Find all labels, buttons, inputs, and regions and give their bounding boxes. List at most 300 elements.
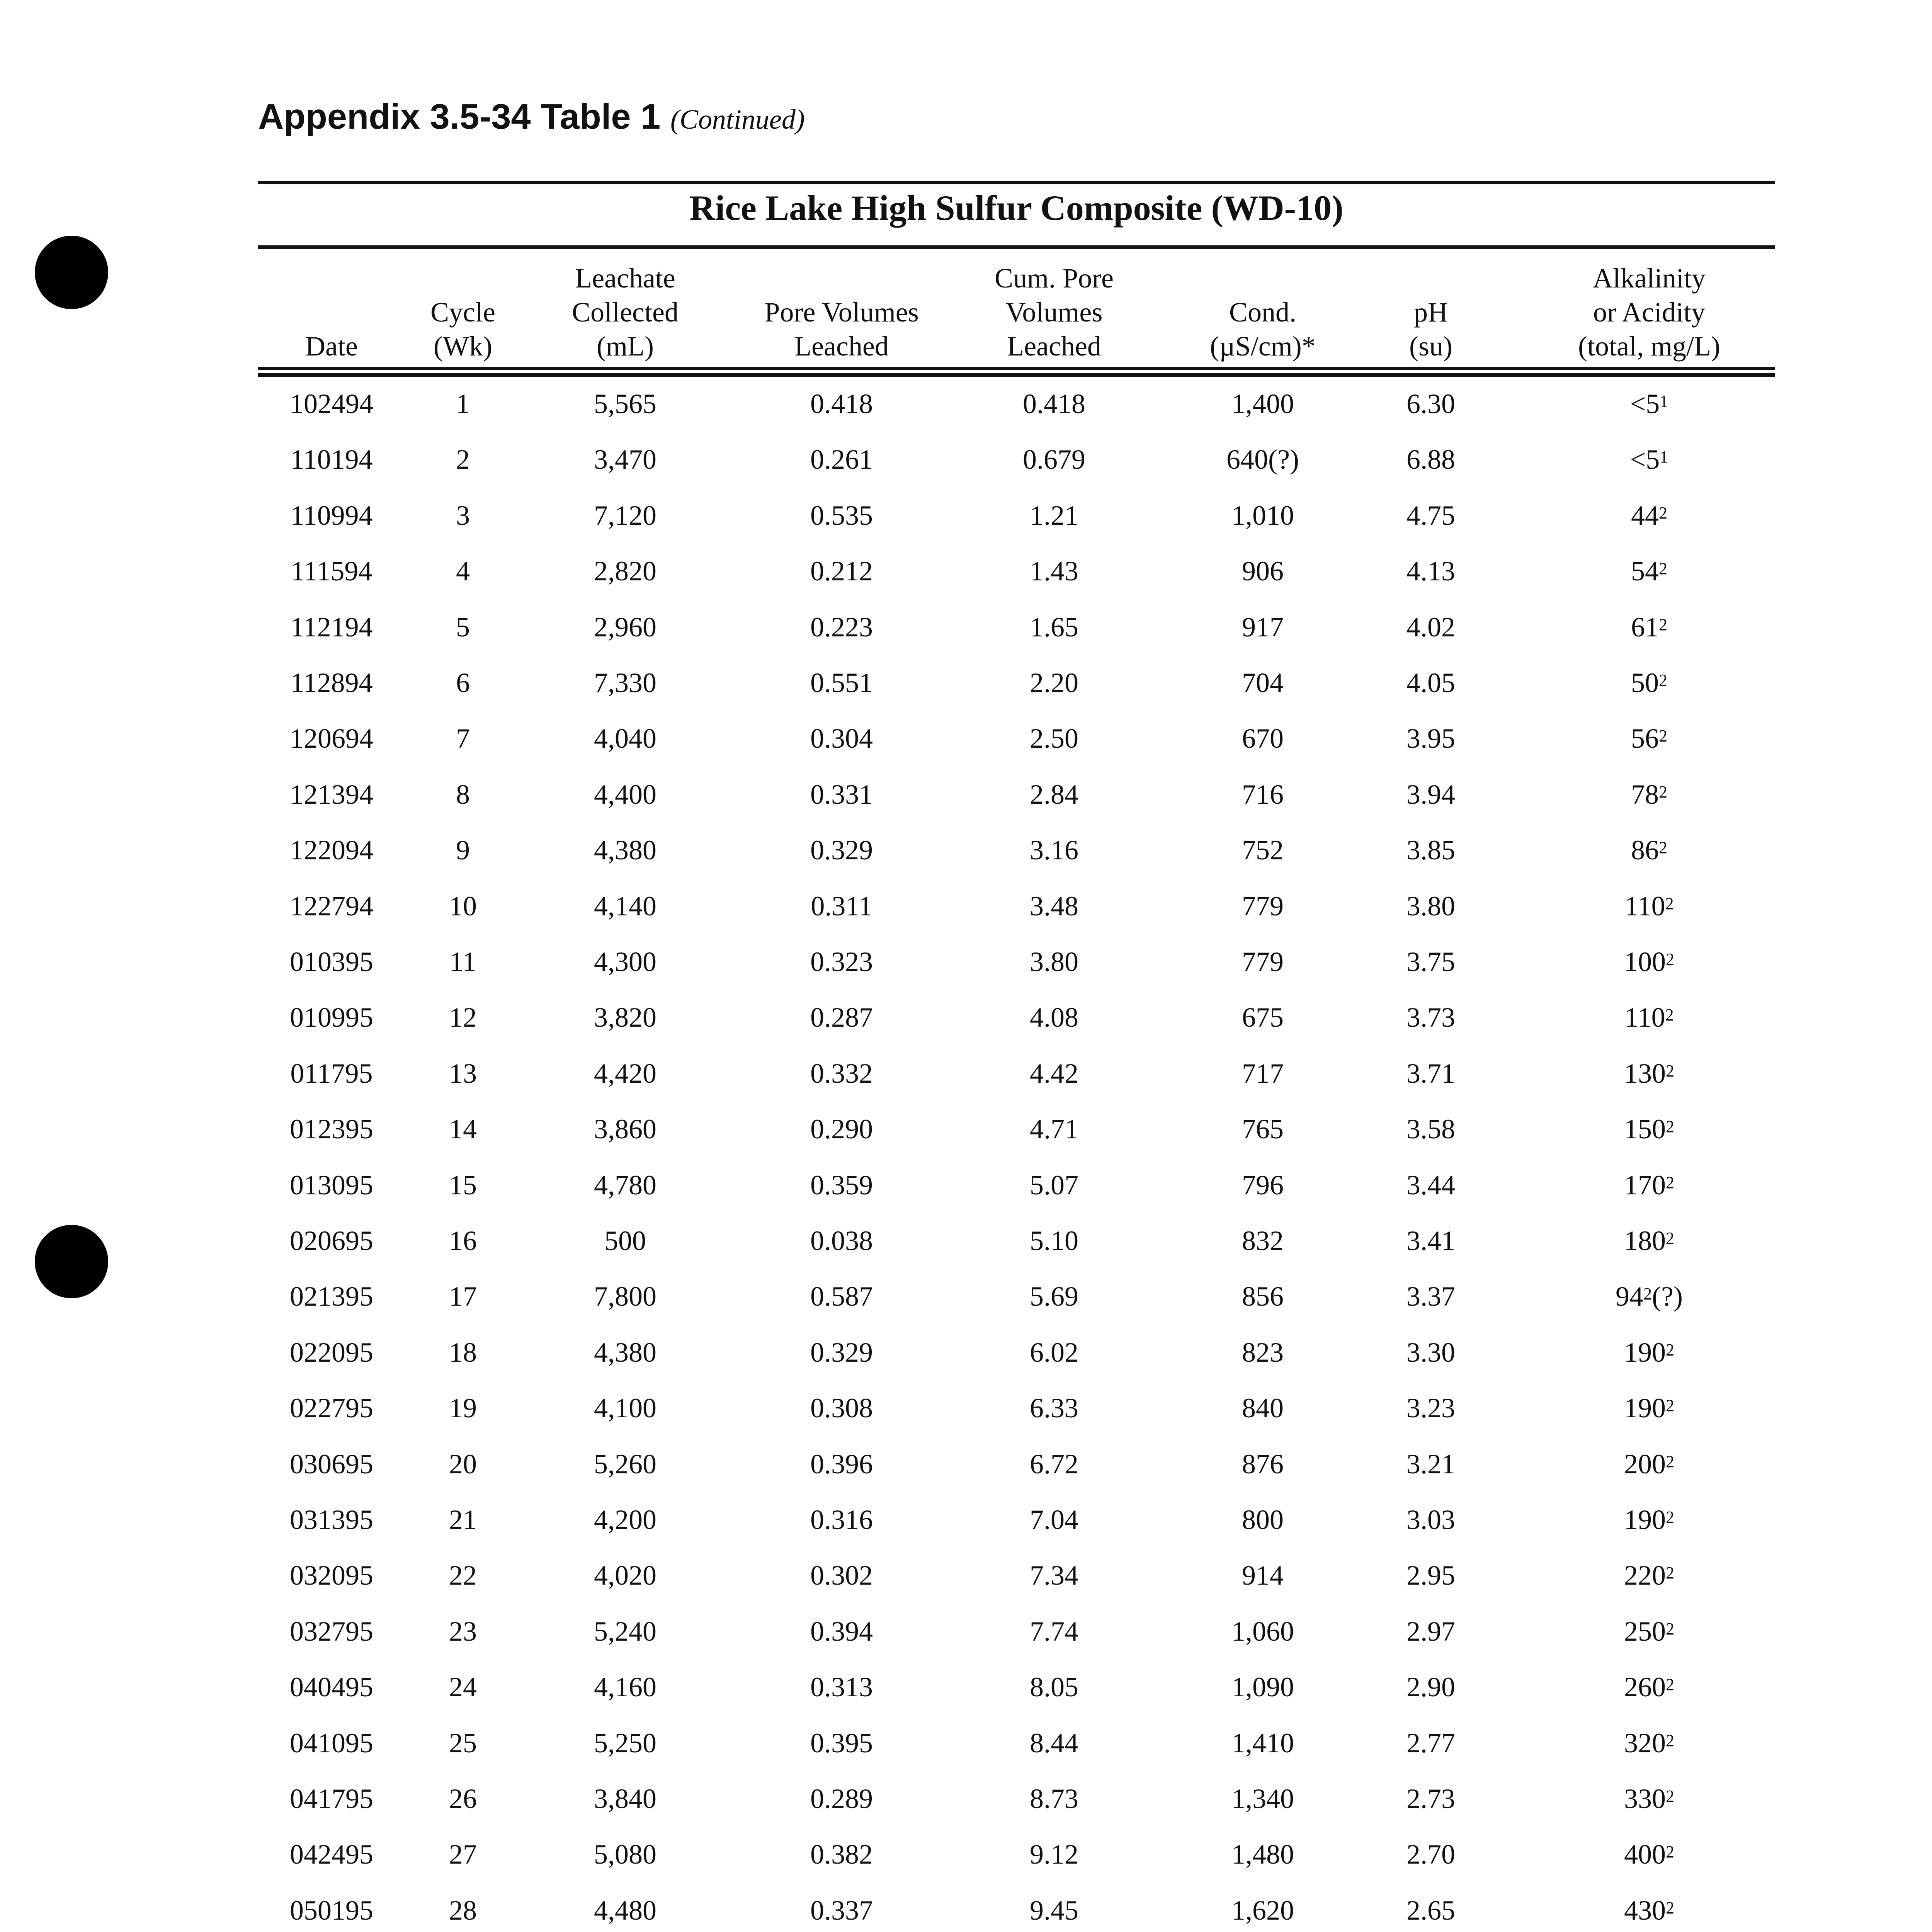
table-row bbox=[258, 1612, 1775, 1651]
alk-value: 61 bbox=[1631, 612, 1659, 643]
alk-value: 86 bbox=[1631, 835, 1659, 866]
footnote-marker: 2 bbox=[1665, 894, 1674, 913]
cell-pore: 0.395 bbox=[810, 1728, 873, 1759]
cell-cond: 704 bbox=[1242, 667, 1284, 698]
cell-cum: 1.21 bbox=[1030, 500, 1078, 531]
column-header-line: (mL) bbox=[597, 331, 654, 362]
cell-ph: 4.75 bbox=[1406, 500, 1455, 531]
cell-cycle: 12 bbox=[449, 1002, 477, 1033]
cell-ph: 4.02 bbox=[1406, 612, 1455, 643]
alk-value: 56 bbox=[1631, 723, 1659, 754]
alk-value: 110 bbox=[1624, 891, 1665, 922]
cell-pore: 0.038 bbox=[810, 1225, 873, 1256]
cell-cycle: 26 bbox=[449, 1783, 477, 1814]
alk-value: 94 bbox=[1616, 1281, 1644, 1312]
table-row bbox=[258, 887, 1775, 925]
cell-pore: 0.287 bbox=[810, 1002, 873, 1033]
table-row bbox=[258, 1221, 1775, 1260]
cell-cycle: 18 bbox=[449, 1337, 477, 1368]
column-header-line: Leached bbox=[794, 331, 889, 362]
table-row bbox=[258, 775, 1775, 814]
cell-date: 102494 bbox=[290, 388, 373, 419]
cell-cum: 8.73 bbox=[1030, 1783, 1078, 1814]
cell-date: 050195 bbox=[290, 1895, 373, 1926]
cell-alk bbox=[1533, 719, 1765, 758]
alk-value: 190 bbox=[1624, 1337, 1666, 1368]
cell-pore: 0.311 bbox=[811, 891, 872, 922]
cell-cum: 2.50 bbox=[1030, 723, 1078, 754]
cell-alk bbox=[1533, 1445, 1765, 1483]
table-row bbox=[258, 942, 1775, 981]
footnote-marker: 2 bbox=[1666, 1563, 1674, 1582]
table-row bbox=[258, 1556, 1775, 1595]
footnote-marker: 2 bbox=[1665, 1005, 1674, 1024]
cell-cycle: 6 bbox=[456, 667, 470, 698]
cell-pore: 0.304 bbox=[810, 723, 873, 754]
cell-date: 031395 bbox=[290, 1504, 373, 1535]
cell-leachate: 4,020 bbox=[594, 1560, 656, 1591]
cell-cycle: 11 bbox=[449, 946, 476, 977]
cell-cum: 5.69 bbox=[1030, 1281, 1078, 1312]
cell-ph: 2.77 bbox=[1406, 1728, 1455, 1759]
cell-ph: 6.30 bbox=[1406, 388, 1455, 419]
table-row bbox=[258, 608, 1775, 646]
cell-ph: 2.70 bbox=[1406, 1839, 1455, 1870]
cell-date: 021395 bbox=[290, 1281, 373, 1312]
footnote-marker: 2 bbox=[1666, 1229, 1674, 1248]
cell-date: 110194 bbox=[290, 444, 373, 475]
header-double-rule-bottom bbox=[258, 373, 1775, 377]
cell-leachate: 3,860 bbox=[594, 1114, 656, 1145]
column-header-line: Alkalinity bbox=[1593, 263, 1706, 294]
footnote-marker: 2 bbox=[1659, 726, 1667, 745]
cell-pore: 0.302 bbox=[810, 1560, 873, 1591]
alk-value: 44 bbox=[1631, 500, 1659, 531]
cell-alk bbox=[1533, 1556, 1765, 1595]
page-title bbox=[258, 97, 805, 137]
cell-cycle: 1 bbox=[456, 388, 470, 419]
cell-pore: 0.261 bbox=[810, 444, 873, 475]
cell-pore: 0.418 bbox=[810, 388, 873, 419]
alk-value: 330 bbox=[1624, 1783, 1666, 1814]
column-header-alk bbox=[1533, 259, 1765, 363]
cell-ph: 3.44 bbox=[1406, 1170, 1455, 1201]
cell-cond: 1,010 bbox=[1231, 500, 1294, 531]
cell-cum: 7.04 bbox=[1030, 1504, 1078, 1535]
cell-cum: 2.20 bbox=[1030, 667, 1078, 698]
cell-ph: 3.71 bbox=[1406, 1058, 1455, 1089]
cell-cond: 640(?) bbox=[1226, 444, 1299, 475]
cell-alk bbox=[1533, 663, 1765, 702]
cell-ph: 3.30 bbox=[1406, 1337, 1455, 1368]
cell-alk bbox=[1533, 1221, 1765, 1260]
cell-leachate: 4,780 bbox=[594, 1170, 656, 1201]
cell-pore: 0.394 bbox=[810, 1616, 873, 1647]
alk-value: 250 bbox=[1624, 1616, 1666, 1647]
cell-leachate: 4,400 bbox=[594, 779, 656, 810]
table-row bbox=[258, 552, 1775, 590]
cell-cum: 6.33 bbox=[1030, 1393, 1078, 1423]
cell-leachate: 500 bbox=[604, 1225, 646, 1256]
cell-cum: 5.07 bbox=[1030, 1170, 1078, 1201]
table-row bbox=[258, 384, 1775, 423]
alk-value: 100 bbox=[1624, 946, 1666, 977]
cell-date: 013095 bbox=[290, 1170, 373, 1201]
cell-ph: 3.80 bbox=[1406, 891, 1455, 922]
cell-ph: 3.95 bbox=[1406, 723, 1455, 754]
cell-ph: 3.58 bbox=[1406, 1114, 1455, 1145]
table-row bbox=[258, 1668, 1775, 1706]
cell-pore: 0.313 bbox=[810, 1672, 873, 1702]
table-row bbox=[258, 1445, 1775, 1483]
cell-date: 030695 bbox=[290, 1449, 373, 1480]
column-header-date bbox=[258, 259, 405, 363]
cell-cond: 1,090 bbox=[1231, 1672, 1294, 1702]
cell-cycle: 14 bbox=[449, 1114, 477, 1145]
column-header-line: (su) bbox=[1409, 331, 1452, 362]
cell-cum: 9.45 bbox=[1030, 1895, 1078, 1926]
cell-date: 011795 bbox=[290, 1058, 373, 1089]
appendix-title: Appendix 3.5-34 Table 1 bbox=[258, 97, 661, 136]
cell-ph: 3.75 bbox=[1406, 946, 1455, 977]
table-row bbox=[258, 1835, 1775, 1874]
cell-ph: 6.88 bbox=[1406, 444, 1455, 475]
cell-pore: 0.289 bbox=[810, 1783, 873, 1814]
cell-pore: 0.308 bbox=[810, 1393, 873, 1423]
cell-date: 112194 bbox=[290, 612, 373, 643]
table-title: Rice Lake High Sulfur Composite (WD-10) bbox=[689, 188, 1344, 228]
cell-pore: 0.535 bbox=[810, 500, 873, 531]
cell-cond: 840 bbox=[1242, 1393, 1284, 1423]
cell-date: 111594 bbox=[291, 556, 372, 587]
cell-alk bbox=[1533, 1389, 1765, 1427]
cell-leachate: 5,250 bbox=[594, 1728, 656, 1759]
cell-cond: 779 bbox=[1242, 891, 1284, 922]
cell-alk bbox=[1533, 1891, 1765, 1930]
cell-ph: 2.90 bbox=[1406, 1672, 1455, 1702]
cell-leachate: 4,300 bbox=[594, 946, 656, 977]
column-header-cond bbox=[1166, 259, 1359, 363]
cell-cycle: 13 bbox=[449, 1058, 477, 1089]
column-header-cycle bbox=[405, 259, 521, 363]
table-row bbox=[258, 1277, 1775, 1316]
footnote-marker: 2 bbox=[1659, 671, 1667, 690]
table-row bbox=[258, 496, 1775, 535]
cell-cycle: 2 bbox=[456, 444, 470, 475]
table-title-rule bbox=[258, 245, 1775, 249]
cell-date: 032795 bbox=[290, 1616, 373, 1647]
alk-value: 130 bbox=[1624, 1058, 1666, 1089]
cell-cum: 8.05 bbox=[1030, 1672, 1078, 1702]
cell-cum: 2.84 bbox=[1030, 779, 1078, 810]
cell-cycle: 17 bbox=[449, 1281, 477, 1312]
cell-leachate: 2,960 bbox=[594, 612, 656, 643]
cell-leachate: 5,240 bbox=[594, 1616, 656, 1647]
footnote-marker: 2 bbox=[1666, 1117, 1674, 1136]
cell-pore: 0.587 bbox=[810, 1281, 873, 1312]
cell-cond: 1,340 bbox=[1231, 1783, 1294, 1814]
header-double-rule-top bbox=[258, 367, 1775, 370]
column-header-line: (Wk) bbox=[434, 331, 492, 362]
cell-ph: 3.94 bbox=[1406, 779, 1455, 810]
cell-leachate: 4,160 bbox=[594, 1672, 656, 1702]
alk-value: 220 bbox=[1624, 1560, 1666, 1591]
cell-alk bbox=[1533, 440, 1765, 479]
cell-alk bbox=[1533, 1835, 1765, 1874]
table-row bbox=[258, 1779, 1775, 1818]
cell-cycle: 19 bbox=[449, 1393, 477, 1423]
footnote-marker: 2 bbox=[1666, 1898, 1674, 1917]
cell-pore: 0.359 bbox=[810, 1170, 873, 1201]
cell-date: 041095 bbox=[290, 1728, 373, 1759]
column-header-line: (total, mg/L) bbox=[1578, 331, 1720, 362]
cell-pore: 0.382 bbox=[810, 1839, 873, 1870]
cell-date: 022795 bbox=[290, 1393, 373, 1423]
cell-ph: 3.03 bbox=[1406, 1504, 1455, 1535]
cell-cycle: 9 bbox=[456, 835, 470, 866]
footnote-marker: 2 bbox=[1666, 1452, 1674, 1471]
continued-label: (Continued) bbox=[670, 104, 805, 135]
cell-leachate: 4,040 bbox=[594, 723, 656, 754]
cell-cum: 3.48 bbox=[1030, 891, 1078, 922]
cell-cycle: 25 bbox=[449, 1728, 477, 1759]
cell-cum: 5.10 bbox=[1030, 1225, 1078, 1256]
cell-leachate: 4,480 bbox=[594, 1895, 656, 1926]
cell-ph: 3.41 bbox=[1406, 1225, 1455, 1256]
column-header-line: Volumes bbox=[1005, 297, 1103, 328]
cell-date: 010995 bbox=[290, 1002, 373, 1033]
cell-cum: 1.43 bbox=[1030, 556, 1078, 587]
cell-ph: 3.23 bbox=[1406, 1393, 1455, 1423]
cell-alk bbox=[1533, 496, 1765, 535]
cell-leachate: 5,565 bbox=[594, 388, 656, 419]
footnote-marker: 2 bbox=[1666, 950, 1674, 969]
cell-alk bbox=[1533, 1779, 1765, 1818]
cell-leachate: 2,820 bbox=[594, 556, 656, 587]
cell-alk bbox=[1533, 887, 1765, 925]
cell-alk bbox=[1533, 1724, 1765, 1762]
cell-date: 010395 bbox=[290, 946, 373, 977]
alk-value: 260 bbox=[1624, 1672, 1666, 1702]
cell-date: 110994 bbox=[290, 500, 373, 531]
column-header-leachate bbox=[529, 259, 722, 363]
cell-pore: 0.323 bbox=[810, 946, 873, 977]
cell-cum: 4.42 bbox=[1030, 1058, 1078, 1089]
cell-alk bbox=[1533, 1166, 1765, 1204]
column-header-line: Cum. Pore bbox=[994, 263, 1114, 294]
table-top-rule bbox=[258, 181, 1775, 184]
table-row bbox=[258, 440, 1775, 479]
cell-cond: 670 bbox=[1242, 723, 1284, 754]
cell-cond: 914 bbox=[1242, 1560, 1284, 1591]
cell-cond: 765 bbox=[1242, 1114, 1284, 1145]
footnote-marker: 2 bbox=[1643, 1284, 1652, 1303]
column-header-line: or Acidity bbox=[1593, 297, 1705, 328]
table-row bbox=[258, 719, 1775, 758]
cell-cond: 675 bbox=[1242, 1002, 1284, 1033]
cell-ph: 4.13 bbox=[1406, 556, 1455, 587]
cell-ph: 3.21 bbox=[1406, 1449, 1455, 1480]
cell-leachate: 4,140 bbox=[594, 891, 656, 922]
cell-cum: 4.71 bbox=[1030, 1114, 1078, 1145]
table-row bbox=[258, 1724, 1775, 1762]
cell-cycle: 15 bbox=[449, 1170, 477, 1201]
alk-value: 200 bbox=[1624, 1449, 1666, 1480]
footnote-marker: 2 bbox=[1659, 838, 1667, 857]
footnote-marker: 2 bbox=[1659, 559, 1667, 578]
cell-cond: 823 bbox=[1242, 1337, 1284, 1368]
cell-cond: 716 bbox=[1242, 779, 1284, 810]
alk-value: 78 bbox=[1631, 779, 1659, 810]
cell-leachate: 4,200 bbox=[594, 1504, 656, 1535]
cell-cum: 6.02 bbox=[1030, 1337, 1078, 1368]
cell-pore: 0.290 bbox=[810, 1114, 873, 1145]
cell-pore: 0.332 bbox=[810, 1058, 873, 1089]
footnote-marker: 2 bbox=[1666, 1396, 1674, 1415]
alk-value: 170 bbox=[1624, 1170, 1666, 1201]
cell-cum: 7.34 bbox=[1030, 1560, 1078, 1591]
cell-cum: 7.74 bbox=[1030, 1616, 1078, 1647]
cell-cycle: 22 bbox=[449, 1560, 477, 1591]
table-row bbox=[258, 1891, 1775, 1930]
cell-cycle: 23 bbox=[449, 1616, 477, 1647]
cell-date: 122094 bbox=[290, 835, 373, 866]
cell-cond: 752 bbox=[1242, 835, 1284, 866]
table-row bbox=[258, 831, 1775, 869]
cell-cond: 1,480 bbox=[1231, 1839, 1294, 1870]
cell-cum: 9.12 bbox=[1030, 1839, 1078, 1870]
cell-cycle: 20 bbox=[449, 1449, 477, 1480]
cell-ph: 4.05 bbox=[1406, 667, 1455, 698]
cell-leachate: 7,330 bbox=[594, 667, 656, 698]
cell-date: 121394 bbox=[290, 779, 373, 810]
cell-cond: 832 bbox=[1242, 1225, 1284, 1256]
alk-value: 400 bbox=[1624, 1839, 1666, 1870]
cell-cum: 3.16 bbox=[1030, 835, 1078, 866]
column-header-line: Cond. bbox=[1229, 297, 1297, 328]
column-header-pore bbox=[733, 259, 950, 363]
footnote-marker: 2 bbox=[1666, 1675, 1674, 1694]
alk-note: (?) bbox=[1652, 1281, 1683, 1312]
table-row bbox=[258, 1110, 1775, 1148]
column-header-ph bbox=[1367, 259, 1495, 363]
cell-ph: 2.65 bbox=[1406, 1895, 1455, 1926]
cell-cond: 779 bbox=[1242, 946, 1284, 977]
binder-hole bbox=[35, 236, 108, 309]
cell-cond: 1,620 bbox=[1231, 1895, 1294, 1926]
cell-ph: 3.37 bbox=[1406, 1281, 1455, 1312]
cell-cycle: 5 bbox=[456, 612, 470, 643]
cell-alk bbox=[1533, 384, 1765, 423]
cell-alk bbox=[1533, 552, 1765, 590]
alk-value: 430 bbox=[1624, 1895, 1666, 1926]
alk-value: <5 bbox=[1630, 388, 1660, 419]
cell-cond: 1,410 bbox=[1231, 1728, 1294, 1759]
cell-leachate: 7,120 bbox=[594, 500, 656, 531]
cell-alk bbox=[1533, 1277, 1765, 1316]
footnote-marker: 2 bbox=[1666, 1787, 1674, 1806]
cell-cycle: 24 bbox=[449, 1672, 477, 1702]
cell-cond: 717 bbox=[1242, 1058, 1284, 1089]
cell-pore: 0.551 bbox=[810, 667, 873, 698]
footnote-marker: 2 bbox=[1666, 1340, 1674, 1359]
cell-leachate: 3,840 bbox=[594, 1783, 656, 1814]
table-row bbox=[258, 663, 1775, 702]
table-row bbox=[258, 1166, 1775, 1204]
cell-cond: 1,060 bbox=[1231, 1616, 1294, 1647]
alk-value: 190 bbox=[1624, 1504, 1666, 1535]
footnote-marker: 2 bbox=[1666, 1842, 1674, 1861]
cell-alk bbox=[1533, 1612, 1765, 1651]
table-row bbox=[258, 1054, 1775, 1093]
cell-ph: 2.97 bbox=[1406, 1616, 1455, 1647]
column-header-line: Collected bbox=[572, 297, 679, 328]
cell-ph: 2.95 bbox=[1406, 1560, 1455, 1591]
cell-date: 112894 bbox=[290, 667, 373, 698]
footnote-marker: 1 bbox=[1660, 447, 1668, 466]
cell-pore: 0.316 bbox=[810, 1504, 873, 1535]
footnote-marker: 2 bbox=[1659, 503, 1667, 522]
cell-leachate: 3,820 bbox=[594, 1002, 656, 1033]
alk-value: 54 bbox=[1631, 556, 1659, 587]
cell-cycle: 28 bbox=[449, 1895, 477, 1926]
table-row bbox=[258, 998, 1775, 1037]
cell-cycle: 4 bbox=[456, 556, 470, 587]
footnote-marker: 2 bbox=[1666, 1173, 1674, 1192]
cell-pore: 0.212 bbox=[810, 556, 873, 587]
cell-cond: 906 bbox=[1242, 556, 1284, 587]
column-header-line: pH bbox=[1414, 297, 1448, 328]
alk-value: 50 bbox=[1631, 667, 1659, 698]
cell-leachate: 4,380 bbox=[594, 835, 656, 866]
cell-ph: 3.73 bbox=[1406, 1002, 1455, 1033]
cell-cum: 6.72 bbox=[1030, 1449, 1078, 1480]
cell-date: 012395 bbox=[290, 1114, 373, 1145]
cell-cum: 3.80 bbox=[1030, 946, 1078, 977]
cell-cum: 4.08 bbox=[1030, 1002, 1078, 1033]
column-header-line: Cycle bbox=[430, 297, 495, 328]
cell-cycle: 7 bbox=[456, 723, 470, 754]
cell-leachate: 4,380 bbox=[594, 1337, 656, 1368]
cell-cond: 800 bbox=[1242, 1504, 1284, 1535]
alk-value: 150 bbox=[1624, 1114, 1666, 1145]
cell-cycle: 3 bbox=[456, 500, 470, 531]
footnote-marker: 2 bbox=[1666, 1731, 1674, 1750]
table-row bbox=[258, 1333, 1775, 1372]
cell-leachate: 5,260 bbox=[594, 1449, 656, 1480]
footnote-marker: 2 bbox=[1666, 1508, 1674, 1527]
cell-cycle: 8 bbox=[456, 779, 470, 810]
footnote-marker: 2 bbox=[1659, 615, 1667, 634]
cell-leachate: 5,080 bbox=[594, 1839, 656, 1870]
cell-pore: 0.331 bbox=[810, 779, 873, 810]
cell-ph: 2.73 bbox=[1406, 1783, 1455, 1814]
cell-alk bbox=[1533, 1054, 1765, 1093]
cell-alk bbox=[1533, 1333, 1765, 1372]
cell-cum: 0.418 bbox=[1023, 388, 1085, 419]
cell-cum: 8.44 bbox=[1030, 1728, 1078, 1759]
cell-alk bbox=[1533, 608, 1765, 646]
column-header-line: (µS/cm)* bbox=[1210, 331, 1316, 362]
cell-leachate: 3,470 bbox=[594, 444, 656, 475]
footnote-marker: 2 bbox=[1666, 1061, 1674, 1080]
cell-alk bbox=[1533, 1668, 1765, 1706]
table-row bbox=[258, 1500, 1775, 1539]
cell-pore: 0.223 bbox=[810, 612, 873, 643]
footnote-marker: 2 bbox=[1659, 782, 1667, 801]
alk-value: 180 bbox=[1624, 1225, 1666, 1256]
cell-cycle: 27 bbox=[449, 1839, 477, 1870]
